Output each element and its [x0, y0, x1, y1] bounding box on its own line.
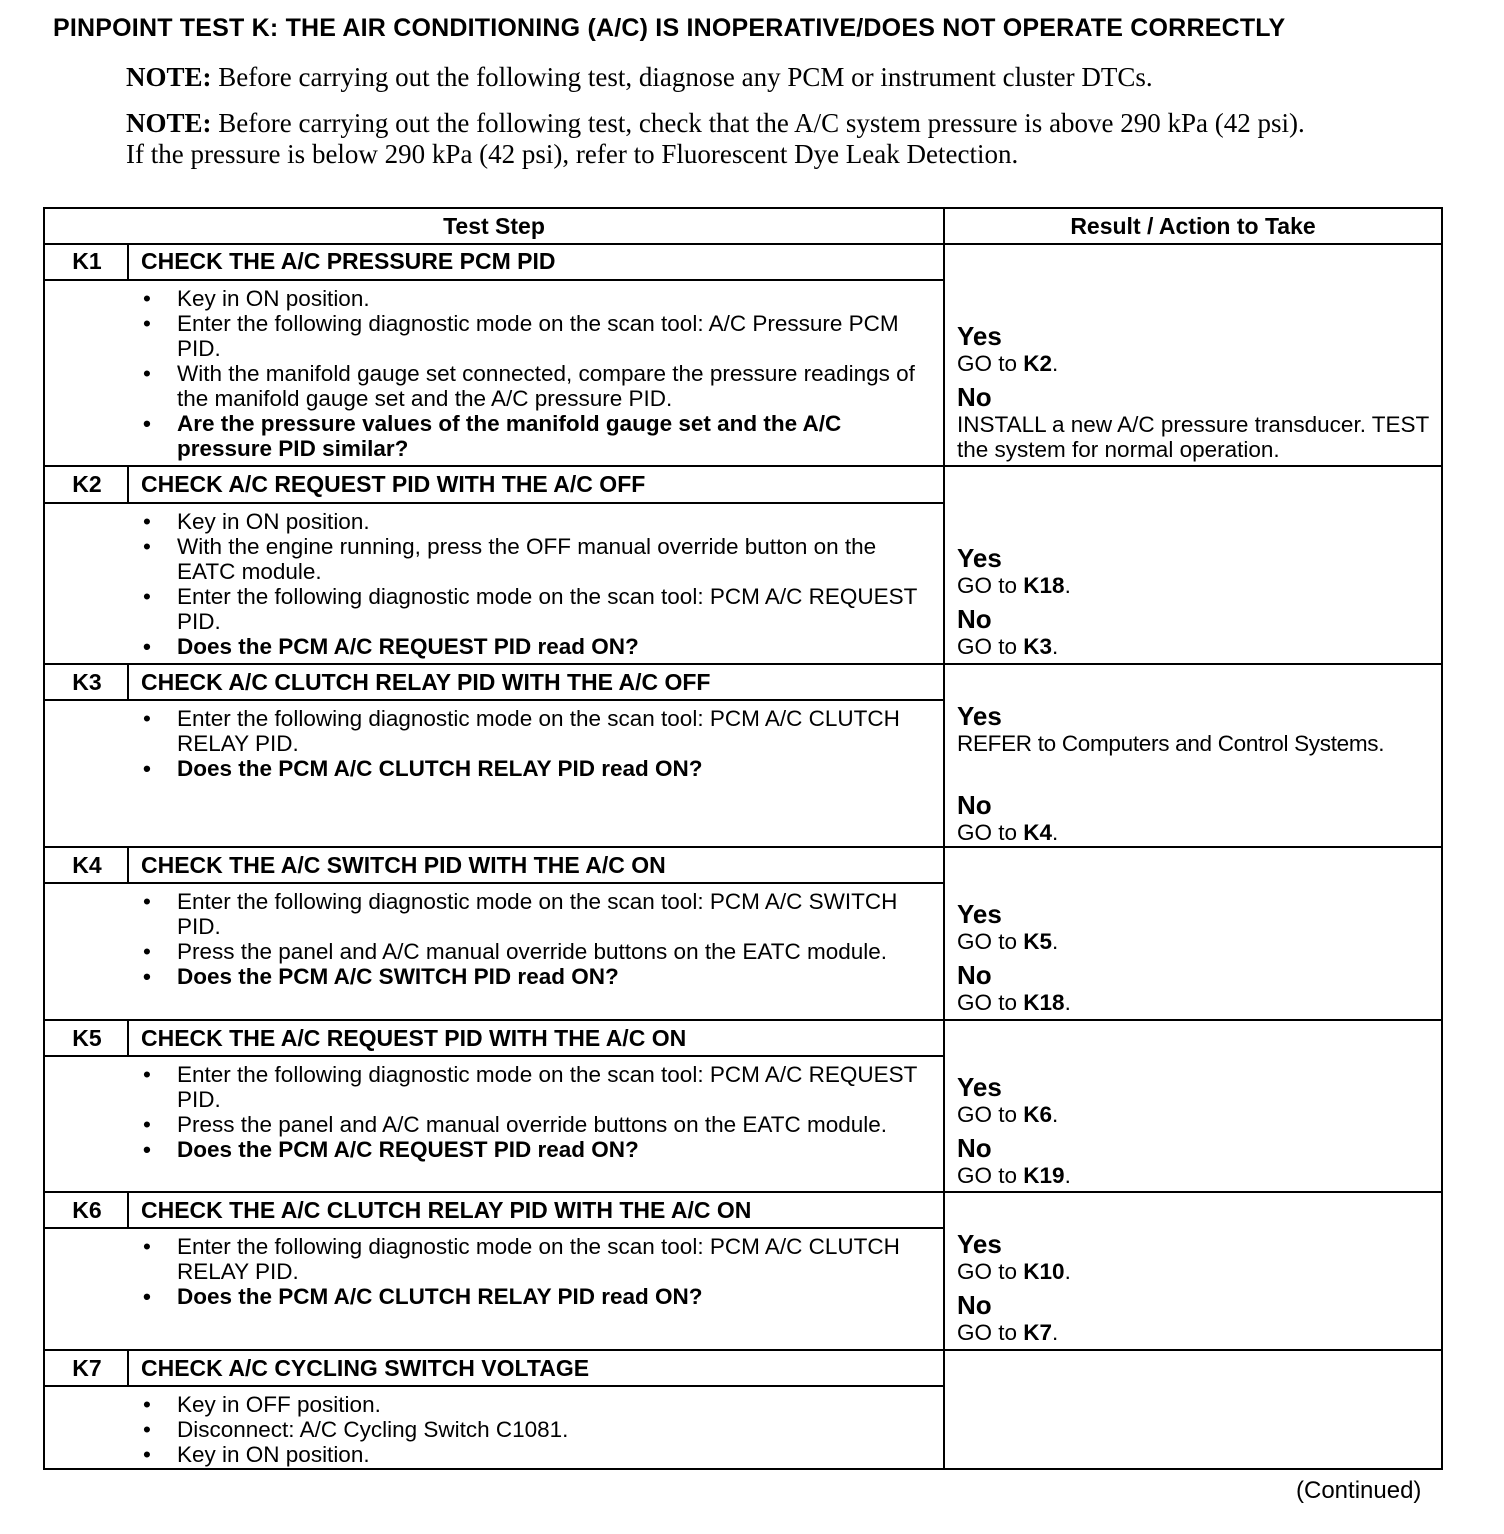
step-action: • Press the panel and A/C manual override buttons on the EATC module.	[135, 1112, 935, 1137]
step-actions-k4	[135, 889, 935, 989]
note-text: Before carrying out the following test, diagnose any PCM or instrument cluster DTCs.	[211, 62, 1153, 92]
no-label: No	[957, 960, 992, 990]
step-title-divider	[45, 1385, 943, 1387]
step-action: • Enter the following diagnostic mode on the scan tool: PCM A/C REQUEST PID.	[135, 1062, 935, 1112]
step-id-k7: K7	[72, 1355, 102, 1381]
no-label: No	[957, 790, 992, 820]
row-divider	[45, 1349, 1441, 1351]
step-action: • Key in ON position.	[135, 286, 935, 311]
step-id-k6: K6	[72, 1197, 102, 1223]
column-divider	[943, 209, 945, 1468]
step-actions-k1	[135, 286, 935, 461]
yes-label: Yes	[957, 899, 1002, 929]
step-action: • Enter the following diagnostic mode on the scan tool: PCM A/C SWITCH PID.	[135, 889, 935, 939]
step-question: • Does the PCM A/C CLUTCH RELAY PID read ON?	[135, 756, 935, 781]
row-divider	[45, 663, 1441, 665]
step-action: • Key in ON position.	[135, 1442, 935, 1467]
step-actions-k7	[135, 1392, 935, 1467]
step-id-k2: K2	[72, 471, 102, 497]
yes-action: GO to K6.	[957, 1102, 1059, 1127]
step-action: • Enter the following diagnostic mode on the scan tool: PCM A/C CLUTCH RELAY PID.	[135, 706, 935, 756]
no-action: GO to K19.	[957, 1163, 1071, 1188]
yes-action: GO to K2.	[957, 351, 1059, 376]
no-label: No	[957, 1290, 992, 1320]
step-id-k4: K4	[72, 852, 102, 878]
result-k2	[957, 543, 1443, 659]
result-k5	[957, 1072, 1443, 1188]
step-id-k3: K3	[72, 669, 102, 695]
step-action: • Key in OFF position.	[135, 1392, 935, 1417]
note-pcm-dtcs	[126, 62, 1326, 93]
no-label: No	[957, 382, 992, 412]
result-k3	[957, 701, 1443, 845]
page-title: PINPOINT TEST K: THE AIR CONDITIONING (A/C) IS INOPERATIVE/DOES NOT OPERATE CORRECTLY	[53, 14, 1286, 42]
yes-action: GO to K5.	[957, 929, 1059, 954]
yes-label: Yes	[957, 1072, 1002, 1102]
step-title-divider	[45, 1055, 943, 1057]
step-title-divider	[45, 502, 943, 504]
step-id-k5: K5	[72, 1025, 102, 1051]
header-test-step: Test Step	[443, 213, 545, 239]
step-title-divider	[45, 699, 943, 701]
step-title-k7: CHECK A/C CYCLING SWITCH VOLTAGE	[141, 1355, 590, 1381]
step-title-k3: CHECK A/C CLUTCH RELAY PID WITH THE A/C OFF	[141, 669, 711, 695]
step-question: • Does the PCM A/C CLUTCH RELAY PID read ON?	[135, 1284, 935, 1309]
no-action: GO to K7.	[957, 1320, 1059, 1345]
header-result: Result / Action to Take	[1070, 213, 1316, 239]
result-k4	[957, 899, 1443, 1015]
row-divider	[45, 1019, 1441, 1021]
step-title-k5: CHECK THE A/C REQUEST PID WITH THE A/C ON	[141, 1025, 687, 1051]
no-action: INSTALL a new A/C pressure transducer. TEST the system for normal operation.	[957, 412, 1429, 462]
step-title-k1: CHECK THE A/C PRESSURE PCM PID	[141, 248, 556, 274]
result-k6	[957, 1229, 1443, 1345]
step-question: • Are the pressure values of the manifold gauge set and the A/C pressure PID similar?	[135, 411, 935, 461]
row-divider	[45, 846, 1441, 848]
step-action: • Enter the following diagnostic mode on the scan tool: PCM A/C CLUTCH RELAY PID.	[135, 1234, 935, 1284]
note-system-pressure	[126, 108, 1326, 170]
step-question: • Does the PCM A/C REQUEST PID read ON?	[135, 634, 935, 659]
step-action: • Enter the following diagnostic mode on the scan tool: A/C Pressure PCM PID.	[135, 311, 935, 361]
step-action: • With the manifold gauge set connected, compare the pressure readings of the manifold gauge set and the A/C pressure PID.	[135, 361, 935, 411]
note-label: NOTE:	[126, 62, 212, 92]
step-id-k1: K1	[72, 248, 102, 274]
step-title-divider	[45, 1227, 943, 1229]
result-k1	[957, 321, 1443, 462]
yes-action: GO to K10.	[957, 1259, 1071, 1284]
step-title-k6: CHECK THE A/C CLUTCH RELAY PID WITH THE A/C ON	[141, 1197, 752, 1223]
step-actions-k2	[135, 509, 935, 659]
step-question: • Does the PCM A/C REQUEST PID read ON?	[135, 1137, 935, 1162]
step-action: • Press the panel and A/C manual override buttons on the EATC module.	[135, 939, 935, 964]
step-action: • Disconnect: A/C Cycling Switch C1081.	[135, 1417, 935, 1442]
yes-label: Yes	[957, 321, 1002, 351]
no-label: No	[957, 1133, 992, 1163]
step-action: • With the engine running, press the OFF manual override button on the EATC module.	[135, 534, 935, 584]
step-title-divider	[45, 279, 943, 281]
step-title-k2: CHECK A/C REQUEST PID WITH THE A/C OFF	[141, 471, 646, 497]
step-actions-k3	[135, 706, 935, 781]
note-label: NOTE:	[126, 108, 212, 138]
no-action: GO to K4.	[957, 820, 1059, 845]
yes-label: Yes	[957, 543, 1002, 573]
step-actions-k6	[135, 1234, 935, 1309]
pinpoint-test-table	[43, 207, 1443, 1470]
no-action: GO to K3.	[957, 634, 1059, 659]
no-label: No	[957, 604, 992, 634]
no-action: GO to K18.	[957, 990, 1071, 1015]
yes-action: GO to K18.	[957, 573, 1071, 598]
note-text: Before carrying out the following test, check that the A/C system pressure is above 290 kPa (42 psi). If the pressure is below 290 kPa (42 psi), refer to Fluorescent Dye Leak Detection.	[126, 108, 1305, 169]
yes-action: REFER to Computers and Control Systems.	[957, 731, 1385, 756]
continued-label: (Continued)	[1296, 1477, 1422, 1504]
step-action: • Key in ON position.	[135, 509, 935, 534]
yes-label: Yes	[957, 701, 1002, 731]
step-action: • Enter the following diagnostic mode on the scan tool: PCM A/C REQUEST PID.	[135, 584, 935, 634]
yes-label: Yes	[957, 1229, 1002, 1259]
step-actions-k5	[135, 1062, 935, 1162]
step-title-k4: CHECK THE A/C SWITCH PID WITH THE A/C ON	[141, 852, 666, 878]
step-title-divider	[45, 882, 943, 884]
step-question: • Does the PCM A/C SWITCH PID read ON?	[135, 964, 935, 989]
row-divider	[45, 1191, 1441, 1193]
row-divider	[45, 465, 1441, 467]
